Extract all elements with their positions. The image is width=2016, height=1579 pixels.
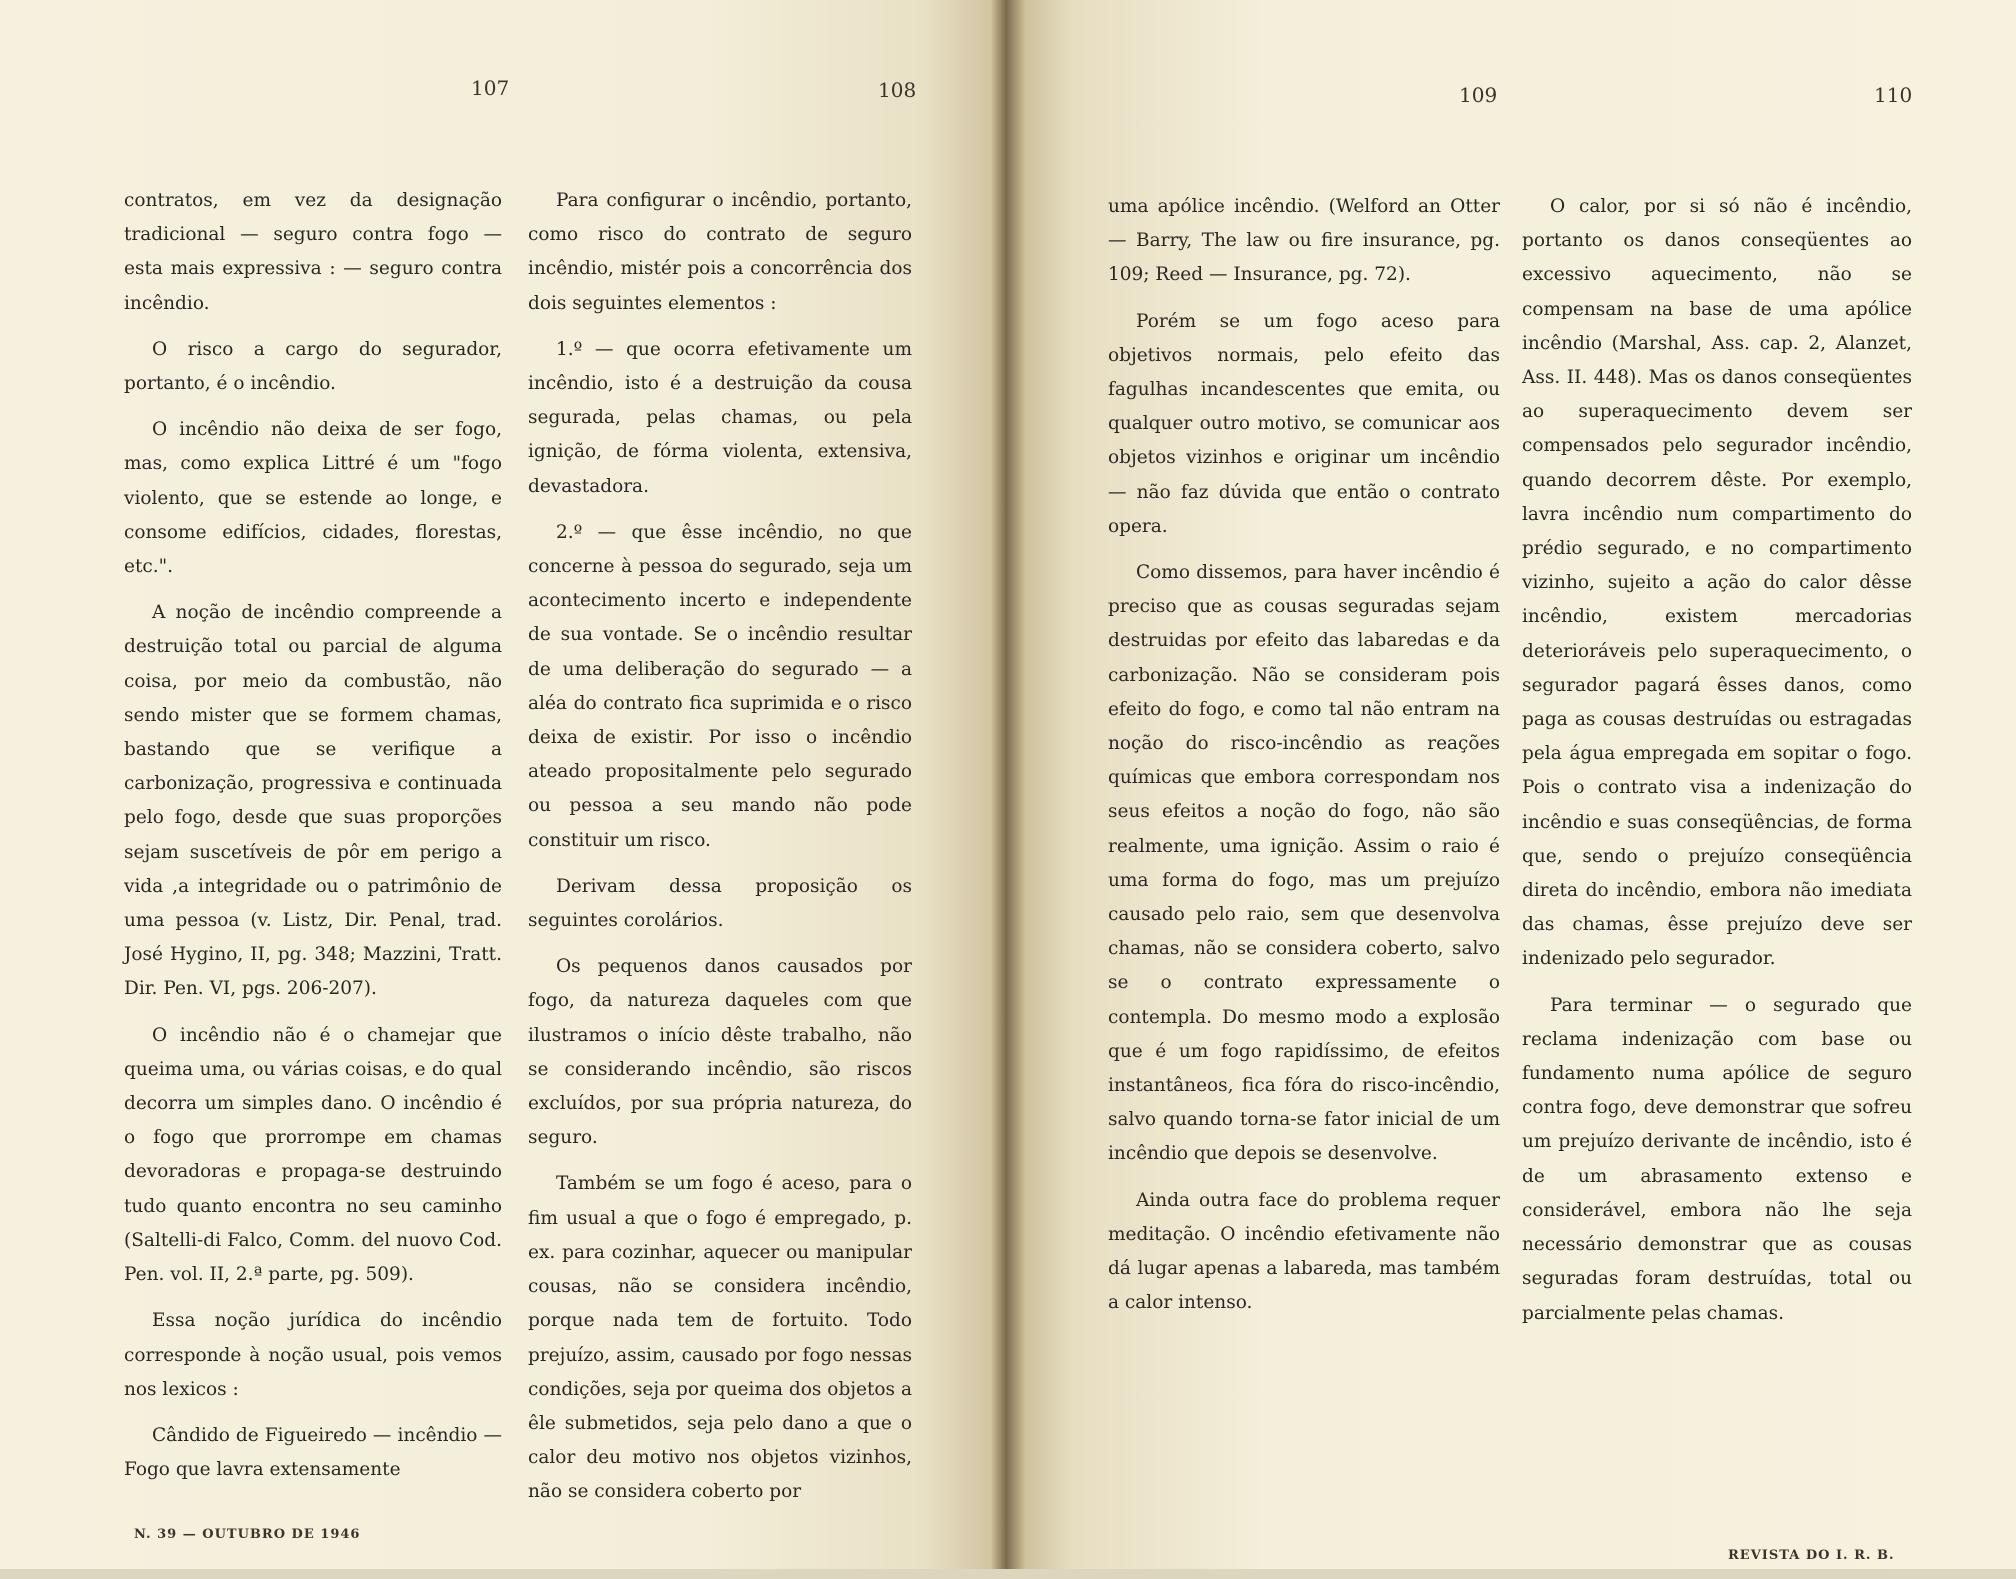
page-number-108: 108 [878,78,917,102]
paragraph: Como dissemos, para haver incêndio é preciso que as cousas seguradas sejam destruidas por efeito das labaredas e da carbonização. Não se consideram pois efeito do fogo, e como tal não entram na noção do risco-incêndio as reações químicas que embora correspondam nos seus efeitos a noção do fogo, não são realmente, uma ignição. Assim o raio é uma forma do fogo, mas um prejuízo causado pelo raio, sem que desenvolva chamas, não se considera coberto, salvo se o contrato expressamente o contempla. Do mesmo modo a explosão que é um fogo rapidíssimo, de efeitos instantâneos, fica fóra do risco-incêndio, salvo quando torna-se fator inicial de um incêndio que depois se desenvolve. [1108,562,1500,1165]
paragraph: Derivam dessa proposição os seguintes corolários. [528,875,912,932]
paragraph: 2.º — que êsse incêndio, no que concerne à pessoa do segurado, seja um acontecimento incerto e independente de sua vontade. Se o incêndio resultar de uma deliberação do segurado — a aléa do contrato fica suprimida e o risco deixa de existir. Por isso o incêndio ateado propositalmente pelo segurado ou pessoa a seu mando não pode constituir um risco. [528,521,912,851]
column-page-108 [528,184,912,1522]
paragraph: O incêndio não é o chamejar que queima uma, ou várias coisas, e do qual decorra um simples dano. O incêndio é o fogo que prorrompe em chamas devoradoras e propaga-se destruindo tudo quanto encontra no seu caminho (Saltelli-di Falco, Comm. del nuovo Cod. Pen. vol. II, 2.ª parte, pg. 509). [124,1024,502,1286]
page-number-110: 110 [1874,83,1913,107]
page-number-107: 107 [471,76,510,100]
paragraph: Para configurar o incêndio, portanto, como risco do contrato de seguro incêndio, mistér pois a concorrência dos dois seguintes elementos : [528,190,912,314]
paragraph: Cândido de Figueiredo — incêndio — Fogo que lavra extensamente [124,1424,502,1481]
paragraph: Essa noção jurídica do incêndio corresponde à noção usual, pois vemos nos lexicos : [124,1310,502,1400]
paragraph: contratos, em vez da designação tradicional — seguro contra fogo — esta mais expressiva : — seguro contra incêndio. [124,190,502,314]
paragraph: O calor, por si só não é incêndio, portanto os danos conseqüentes ao excessivo aquecimento, não se compensam na base de uma apólice incêndio (Marshal, Ass. cap. 2, Alanzet, Ass. II. 448). Mas os danos conseqüentes ao superaquecimento devem ser compensados pelo segurador incêndio, quando decorrem dêste. Por exemplo, lavra incêndio num compartimento do prédio segurado, e no compartimento vizinho, sujeito a ação do calor dêsse incêndio, existem mercadorias deterioráveis pelo superaquecimento, o segurador pagará êsses danos, como paga as cousas destruídas ou estragadas pela água empregada em sopitar o fogo. Pois o contrato visa a indenização do incêndio e suas conseqüências, de forma que, sendo o prejuízo conseqüência direta do incêndio, embora não imediata das chamas, êsse prejuízo deve ser indenizado pelo segurador. [1522,196,1912,970]
paragraph: A noção de incêndio compreende a destruição total ou parcial de alguma coisa, por meio da combustão, não sendo mister que se formem chamas, bastando que se verifique a carbonização, progressiva e continuada pelo fogo, desde que suas proporções sejam suscetíveis de pôr em perigo a vida ,a integridade ou o patrimônio de uma pessoa (v. Listz, Dir. Penal, trad. José Hygino, II, pg. 348; Mazzini, Tratt. Dir. Pen. VI, pgs. 206-207). [124,602,502,1000]
paragraph: uma apólice incêndio. (Welford an Otter — Barry, The law ou fire insurance, pg. 109; Reed — Insurance, pg. 72). [1108,196,1500,286]
paragraph: O incêndio não deixa de ser fogo, mas, como explica Littré é um "fogo violento, que se estende ao longe, e consome edifícios, cidades, florestas, etc.". [124,419,502,578]
column-page-109 [1108,190,1500,1333]
paragraph: Ainda outra face do problema requer meditação. O incêndio efetivamente não dá lugar apenas a labareda, mas também a calor intenso. [1108,1189,1500,1314]
page-number-109: 109 [1459,83,1498,107]
bottom-edge [0,1569,2016,1579]
paragraph: Para terminar — o segurado que reclama indenização com base ou fundamento numa apólice de seguro contra fogo, deve demonstrar que sofreu um prejuízo derivante de incêndio, isto é de um abrasamento extenso e considerável, embora não lhe seja necessário demonstrar que as cousas seguradas foram destruídas, total ou parcialmente pelas chamas. [1522,994,1912,1324]
column-page-110 [1522,190,1912,1343]
paragraph: O risco a cargo do segurador, portanto, é o incêndio. [124,338,502,395]
footer-issue-date: N. 39 — OUTUBRO DE 1946 [134,1527,361,1542]
paragraph: 1.º — que ocorra efetivamente um incêndio, isto é a destruição da cousa segurada, pelas chamas, ou pela ignição, de fórma violenta, extensiva, devastadora. [528,338,912,497]
footer-journal-title: REVISTA DO I. R. B. [1728,1548,1895,1563]
book-gutter [990,0,1026,1579]
paragraph: Porém se um fogo aceso para objetivos normais, pelo efeito das fagulhas incandescentes que emita, ou qualquer outro motivo, se comunicar aos objetos vizinhos e originar um incêndio — não faz dúvida que então o contrato opera. [1108,310,1500,537]
column-page-107 [124,184,502,1499]
paragraph: Os pequenos danos causados por fogo, da natureza daqueles com que ilustramos o início dêste trabalho, não se considerando incêndio, são riscos excluídos, por sua própria natureza, do seguro. [528,956,912,1149]
paragraph: Também se um fogo é aceso, para o fim usual a que o fogo é empregado, p. ex. para cozinhar, aquecer ou manipular cousas, não se considera incêndio, porque nada tem de fortuito. Todo prejuízo, assim, causado por fogo nessas condições, seja por queima dos objetos a êle submetidos, seja pelo dano a que o calor deu motivo nos objetos vizinhos, não se considera coberto por [528,1173,912,1503]
